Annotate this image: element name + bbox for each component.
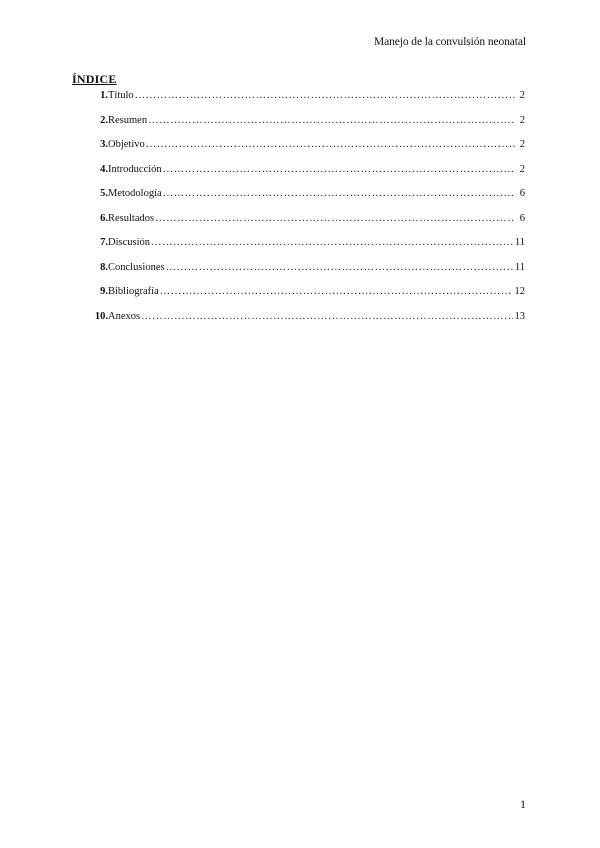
toc-dot-leader (160, 286, 513, 297)
toc-dot-leader (141, 311, 512, 322)
toc-entry-number: 9. (100, 286, 108, 297)
toc-entry-discusion[interactable] (80, 237, 525, 262)
toc-entry-number: 3. (100, 139, 108, 150)
toc-entry-label: Metodología (108, 188, 162, 199)
toc-entry-number: 2. (100, 114, 108, 126)
toc-entry-number: 5. (100, 188, 108, 199)
toc-entry-number: 7. (100, 237, 108, 248)
running-header: Manejo de la convulsión neonatal (373, 36, 526, 48)
toc-entry-label: Resultados (108, 212, 155, 224)
table-of-contents (80, 90, 525, 335)
toc-entry-titulo[interactable] (80, 90, 525, 115)
toc-dot-leader (135, 90, 515, 101)
toc-dot-leader (148, 115, 515, 126)
toc-title: ÍNDICE (72, 72, 117, 86)
toc-entry-number: 10. (94, 310, 108, 322)
page-number: 1 (520, 797, 526, 811)
toc-entry-introduccion[interactable] (80, 164, 525, 189)
toc-entry-page: 6 (519, 188, 525, 199)
toc-entry-conclusiones[interactable] (80, 262, 525, 287)
toc-entry-metodologia[interactable] (80, 188, 525, 213)
toc-dot-leader (151, 237, 513, 248)
toc-entry-label: Conclusiones (108, 261, 165, 273)
toc-dot-leader (166, 262, 513, 273)
toc-entry-page: 11 (514, 261, 525, 273)
toc-entry-page: 12 (514, 286, 525, 297)
toc-entry-page: 13 (514, 310, 525, 322)
toc-entry-page: 2 (519, 114, 525, 126)
toc-entry-label: Resumen (108, 114, 148, 126)
toc-entry-number: 6. (100, 212, 108, 224)
toc-entry-number: 1. (100, 90, 108, 101)
toc-entry-resumen[interactable] (80, 115, 525, 140)
toc-entry-page: 11 (514, 237, 525, 248)
toc-dot-leader (146, 139, 515, 150)
toc-entry-label: Discusión (108, 237, 150, 248)
toc-entry-anexos[interactable] (80, 311, 525, 336)
toc-entry-label: Anexos (108, 310, 141, 322)
toc-entry-resultados[interactable] (80, 213, 525, 238)
toc-entry-number: 4. (100, 163, 108, 175)
toc-entry-label: Bibliografía (108, 286, 159, 297)
toc-entry-number: 8. (100, 261, 108, 273)
toc-entry-label: Objetivo (108, 139, 145, 150)
toc-entry-page: 2 (519, 163, 525, 175)
toc-entry-page: 6 (519, 212, 525, 224)
toc-entry-label: Título (108, 90, 134, 101)
toc-dot-leader (163, 188, 515, 199)
toc-entry-page: 2 (519, 90, 525, 101)
toc-dot-leader (163, 164, 515, 175)
toc-entry-label: Introducción (108, 163, 162, 175)
toc-dot-leader (155, 213, 515, 224)
toc-entry-page: 2 (519, 139, 525, 150)
toc-entry-bibliografia[interactable] (80, 286, 525, 311)
toc-entry-objetivo[interactable] (80, 139, 525, 164)
